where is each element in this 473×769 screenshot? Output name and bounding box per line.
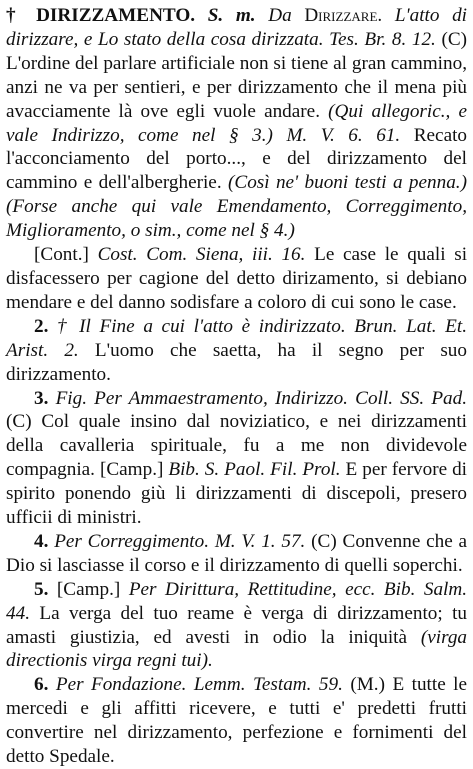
section-number: 5. (34, 578, 49, 600)
citation-text: L'uomo che saetta, ha il segno per suo dirizzamento. (6, 339, 467, 385)
citation-source: Coll. SS. Pad. (355, 387, 468, 409)
citation-source: Brun. Lat. Et. Arist. 2. (6, 315, 468, 361)
section-heading: † Il Fine a cui l'atto è indirizzato. (57, 315, 346, 337)
citation-source: Cost. Com. Siena, iii. 16. (97, 244, 306, 266)
editorial-note: (Qui allegoric., e vale Indirizzo, come nel § 3.) (6, 100, 468, 146)
latin-quote: (virga directionis virga regni tui). (6, 626, 468, 672)
section-6 (6, 673, 467, 769)
section-lead: [Camp.] (99, 459, 164, 481)
section-heading: Fig. Per Ammaestramento, Indirizzo. (55, 387, 348, 409)
citation-text: Recato l'acconciamento del porto..., e del dirizzamento del cammino e dell'albergherie. (6, 124, 468, 194)
definition-prefix: Da (268, 5, 292, 26)
entry-main-paragraph (6, 4, 467, 243)
section-heading: Per Correggimento. (54, 530, 210, 552)
citation-tag: (M.) (350, 674, 385, 696)
citation-text: Col quale insino dal noviziatico, e nei dirizzamenti della cavalleria spirituale, fu a me non dividevole compagnia. (6, 411, 467, 481)
section-number: 4. (34, 530, 49, 552)
section-4 (6, 530, 467, 578)
citation-tag: (C) (441, 28, 468, 50)
citation-text: E per fervore di spirito ponendo giù li dirizzamenti di discepoli, presero ufficii di ministri. (6, 459, 468, 529)
section-number: 6. (34, 674, 49, 696)
section-5 (6, 578, 467, 674)
citation-text: E tutte le mercedi e gli affitti ricevere, e tutti e' predetti frutti convertire nel dirizzamento, perfezione e fornimenti del detto Spedale. (6, 674, 468, 768)
citation-source: Tes. Br. 8. 12. (329, 28, 436, 50)
definition-source-word: Dirizzare. (304, 5, 383, 26)
grammatical-category: S. m. (207, 5, 256, 26)
definition-text: L'atto di dirizzare, e Lo stato della cosa dirizzata. (6, 5, 468, 50)
section-cont (6, 243, 467, 315)
citation-source: Lemm. Testam. 59. (193, 674, 343, 696)
citation-source: Bib. Salm. 44. (6, 578, 468, 624)
citation-source: M. V. 1. 57. (214, 530, 306, 552)
section-heading: Per Fondazione. (55, 674, 187, 696)
section-heading: Per Dirittura, Rettitudine, ecc. (128, 578, 376, 600)
citation-text: La verga del tuo reame è verga di dirizzamento; tu amasti giustizia, ed avesti in odio la iniquità (6, 602, 467, 648)
citation-source: Bib. S. Paol. Fil. Prol. (168, 459, 341, 481)
citation-tag: (C) (6, 411, 32, 433)
citation-text: Le case le quali si disfacessero per cagione del detto dirizamento, si debiano mendare e del danno sodisfare a coloro di cui sono le case. (6, 244, 468, 313)
editorial-note: (Forse anche qui vale Emendamento, Correggimento, Miglioramento, o sim., come nel § 4.) (6, 196, 467, 242)
section-number: 3. (34, 387, 49, 409)
section-2 (6, 315, 467, 387)
editorial-note: (Così ne' buoni testi a penna.) (228, 172, 467, 194)
dictionary-page (6, 4, 467, 769)
citation-tag: (C) (311, 530, 337, 552)
citation-source: M. V. 6. 61. (286, 124, 401, 146)
section-lead: [Cont.] (34, 244, 89, 266)
citation-text: L'ordine del parlare artificiale non si tiene al gran cammino, anzi ne va per sentieri, e per dirizzamento che il mena più avacciamente là ove egli vuole andare. (6, 52, 467, 122)
citation-text: Convenne che a Dio si lasciasse il corso e il dirizzamento di quelli soperchi. (6, 530, 468, 576)
headword: † DIRIZZAMENTO. (6, 5, 196, 26)
section-lead: [Camp.] (56, 578, 121, 600)
section-3 (6, 387, 467, 530)
section-number: 2. (34, 315, 49, 337)
